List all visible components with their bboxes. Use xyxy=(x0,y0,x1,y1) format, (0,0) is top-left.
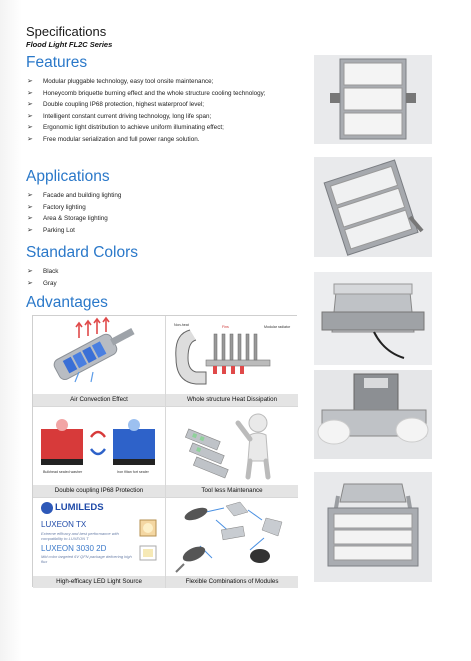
advantages-grid xyxy=(32,315,297,587)
applications-heading: Applications xyxy=(26,168,110,185)
tool-less-caption: Tool less Maintenance xyxy=(166,485,298,497)
page-shade xyxy=(0,0,22,661)
arrow-bullet-icon: ➢ xyxy=(27,101,33,109)
arrow-bullet-icon: ➢ xyxy=(27,203,33,211)
arrow-bullet-icon: ➢ xyxy=(27,226,33,234)
ip68-label-left: Bulkhead sealed washer xyxy=(43,470,83,474)
product-series: Flood Light FL2C Series xyxy=(26,40,113,49)
application-item: ➢ Factory lighting xyxy=(26,202,298,214)
feature-item: ➢ Modular pluggable technology, easy tool onsite maintenance; xyxy=(26,76,298,88)
color-item: ➢ Black xyxy=(26,266,298,278)
arrow-bullet-icon: ➢ xyxy=(27,279,33,287)
color-item: ➢ Gray xyxy=(26,278,298,290)
application-item: ➢ Facade and building lighting xyxy=(26,190,298,202)
arrow-bullet-icon: ➢ xyxy=(27,215,33,223)
ip68-protection-cell xyxy=(33,407,166,498)
feature-item: ➢ Ergonomic light distribution to achieve uniform illuminating effect; xyxy=(26,122,298,134)
application-item: ➢ Parking Lot xyxy=(26,225,298,237)
floodlight-angled-photo xyxy=(314,157,432,257)
led-source-cell xyxy=(33,498,166,588)
tool-less-maintenance-image xyxy=(166,407,298,485)
luxeon-3030-desc: Mid color targeted 6V QFN package delivering high flux xyxy=(41,554,132,564)
streetlight-air-flow-image xyxy=(33,316,166,394)
tool-less-cell xyxy=(166,407,298,498)
air-convection-caption: Air Convection Effect xyxy=(33,394,165,406)
features-heading: Features xyxy=(26,54,88,71)
module-combinations-image xyxy=(166,498,298,575)
lumileds-logo-icon xyxy=(41,502,53,514)
feature-item: ➢ Free modular serialization and full power range solution. xyxy=(26,134,298,146)
ip68-sealing-diagram xyxy=(33,407,166,485)
arrow-bullet-icon: ➢ xyxy=(27,124,33,132)
lumileds-brand: LUMILEDS xyxy=(55,502,104,513)
luxeon-tx-label: LUXEON TX xyxy=(41,520,87,529)
floodlight-side-photo xyxy=(314,272,432,365)
heat-sink-diagram xyxy=(166,316,298,394)
arrow-bullet-icon: ➢ xyxy=(27,89,33,97)
application-item: ➢ Area & Storage lighting xyxy=(26,213,298,225)
feature-item: ➢ Double coupling IP68 protection, highest waterproof level; xyxy=(26,99,298,111)
combinations-cell xyxy=(166,498,298,588)
combinations-caption: Flexible Combinations of Modules xyxy=(166,576,298,588)
applications-list xyxy=(26,190,298,236)
heat-label-modular-radiator: Modular radiator xyxy=(264,325,291,329)
heat-dissipation-cell xyxy=(166,316,298,407)
advantages-heading: Advantages xyxy=(26,294,108,311)
ip68-label-right: Iron filtan fort sealer xyxy=(117,470,149,474)
air-convection-cell xyxy=(33,316,166,407)
feature-item: ➢ Intelligent constant current driving technology, long life span; xyxy=(26,111,298,123)
luxeon-tx-desc: Extreme efficacy and best performance with compatibility to LUXEON T xyxy=(41,531,119,541)
arrow-bullet-icon: ➢ xyxy=(27,112,33,120)
arrow-bullet-icon: ➢ xyxy=(27,192,33,199)
led-chips-image xyxy=(135,518,163,570)
led-source-caption: High-efficacy LED Light Source xyxy=(33,576,165,588)
arrow-bullet-icon: ➢ xyxy=(27,78,33,85)
arrow-bullet-icon: ➢ xyxy=(27,135,33,143)
page-title: Specifications xyxy=(26,24,107,39)
heat-dissipation-caption: Whole structure Heat Dissipation xyxy=(166,394,298,406)
floodlight-hands-photo xyxy=(314,370,432,459)
colors-list xyxy=(26,266,298,289)
floodlight-bracket-photo xyxy=(314,472,432,582)
arrow-bullet-icon: ➢ xyxy=(27,268,33,275)
features-list xyxy=(26,76,298,146)
luxeon-3030-label: LUXEON 3030 2D xyxy=(41,544,107,553)
ip68-protection-caption: Double coupling IP68 Protection xyxy=(33,485,165,497)
colors-heading: Standard Colors xyxy=(26,244,139,261)
heat-label-non-heat: Non-heat xyxy=(174,323,189,327)
floodlight-front-photo xyxy=(314,55,432,144)
heat-label-fins: Fins xyxy=(222,325,229,329)
feature-item: ➢ Honeycomb briquette burning effect and the whole structure cooling technology; xyxy=(26,88,298,100)
